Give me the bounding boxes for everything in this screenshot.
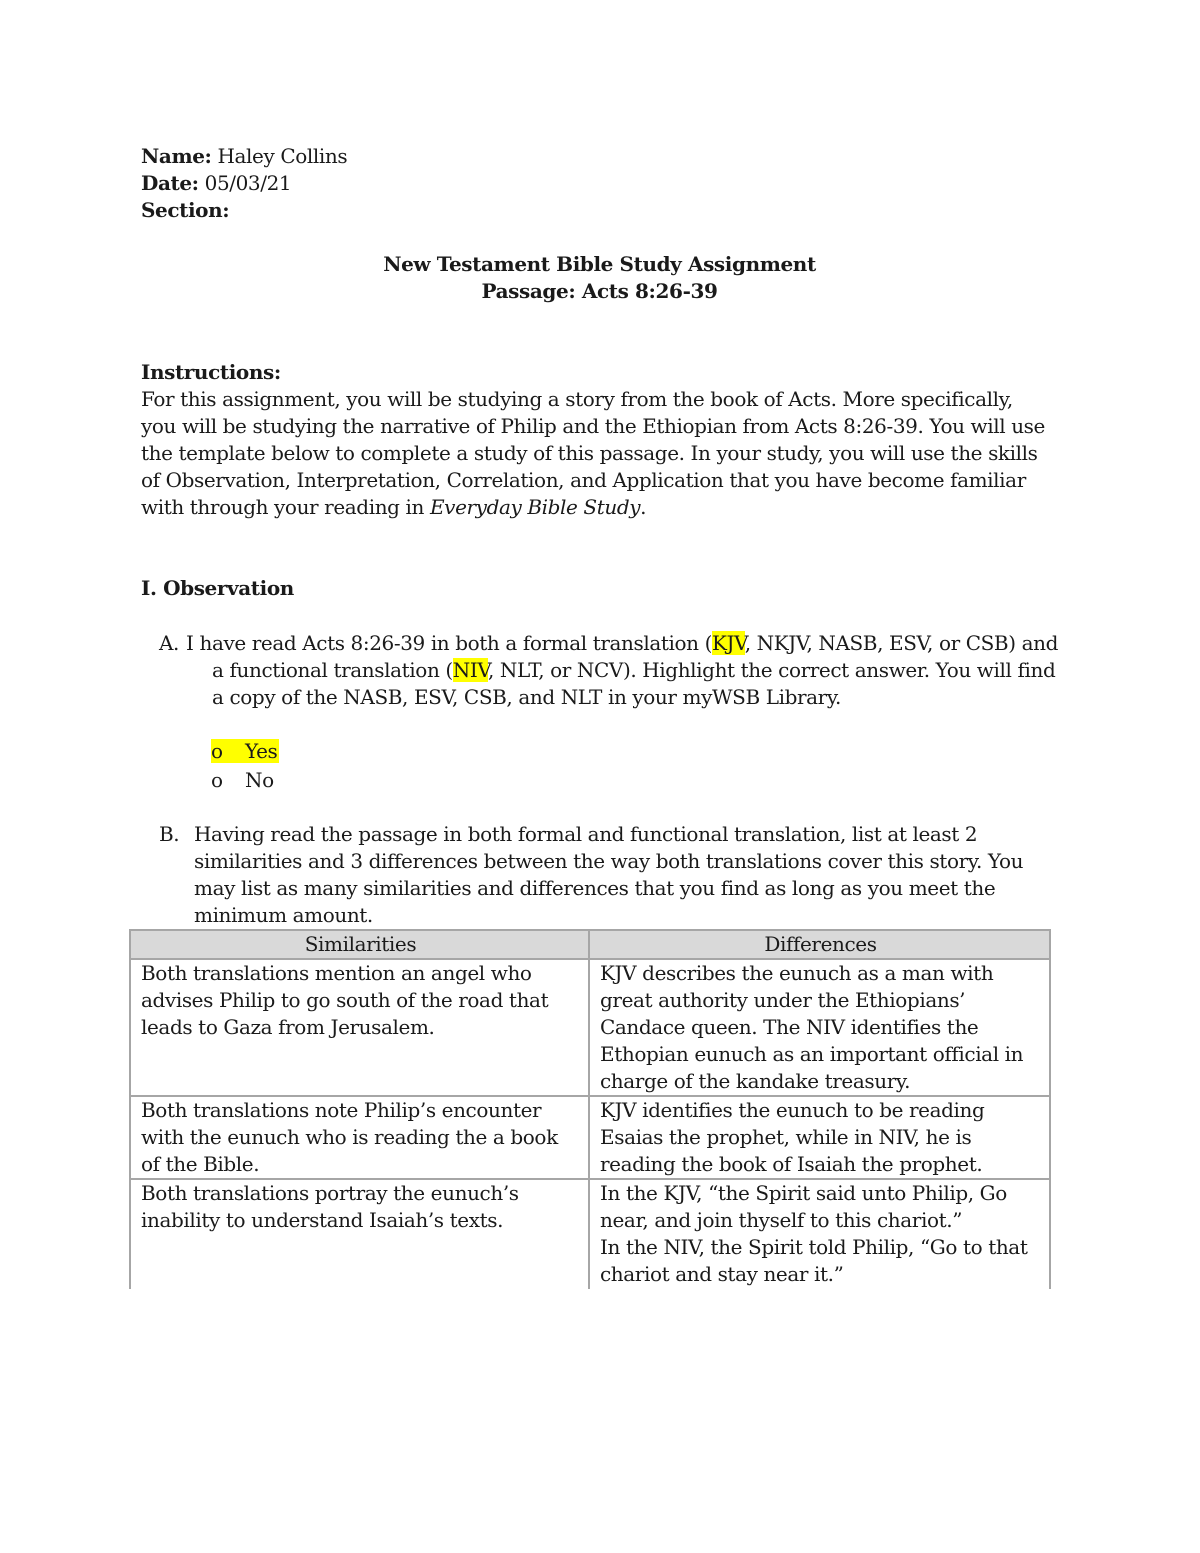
date-value: 05/03/21 — [204, 171, 292, 195]
similarity-cell: Both translations portray the eunuch’s inability to understand Isaiah’s texts. — [130, 1179, 589, 1289]
document-title: New Testament Bible Study Assignment — [383, 252, 816, 276]
table-row — [130, 959, 1050, 1096]
header-similarities: Similarities — [130, 930, 589, 959]
item-a-marker: A. — [159, 631, 180, 655]
option-no[interactable] — [211, 767, 274, 794]
item-b-marker: B. — [159, 822, 180, 846]
table-row — [130, 1179, 1050, 1289]
option-no-label: No — [245, 768, 274, 792]
comparison-table — [129, 929, 1051, 1289]
difference-cell: KJV identifies the eunuch to be reading Esaias the prophet, while in NIV, he is reading the book of Isaiah the prophet. — [589, 1096, 1050, 1179]
section-line — [141, 197, 229, 224]
difference-cell — [589, 1179, 1050, 1289]
name-line — [141, 143, 347, 170]
date-label: Date: — [141, 171, 199, 195]
item-a-part1: I have read Acts 8:26-39 in both a formal translation ( — [186, 631, 712, 655]
instructions-body: For this assignment, you will be studying a story from the book of Acts. More specifically, you will be studying the narrative of Philip and the Ethiopian from Acts 8:26-39. You will use the template below to complete a study of this passage. In your study, you will use the skills of Observation, Interpretation, Correlation, and Application that you have become familiar with through your reading in — [141, 387, 1045, 519]
option-yes-highlight — [211, 739, 279, 763]
difference-line-2: In the NIV, the Spirit told Philip, “Go to that chariot and stay near it.” — [600, 1235, 1028, 1286]
table-row — [130, 1096, 1050, 1179]
difference-cell: KJV describes the eunuch as a man with great authority under the Ethiopians’ Candace queen. The NIV identifies the Ethopian eunuch as an important official in charge of the kandake treasury. — [589, 959, 1050, 1096]
option-no-bullet: o — [211, 768, 223, 792]
date-line — [141, 170, 291, 197]
item-a-text — [186, 630, 1066, 711]
passage-title: Passage: Acts 8:26-39 — [481, 279, 718, 303]
instructions-text — [141, 386, 1046, 521]
book-title: Everyday Bible Study — [429, 495, 641, 519]
instructions-heading: Instructions: — [141, 360, 281, 384]
item-a-part2: , NKJV, NASB, ESV, or CSB) and a functional translation ( — [212, 631, 1059, 682]
section-label: Section: — [141, 198, 230, 222]
name-value: Haley Collins — [217, 144, 348, 168]
name-label: Name: — [141, 144, 212, 168]
header-differences: Differences — [589, 930, 1050, 959]
item-b-text: Having read the passage in both formal and functional translation, list at least 2 similarities and 3 differences between the way both translations cover this story. You may list as many similarities and differences that you find as long as you meet the minimum amount. — [194, 822, 1024, 927]
option-yes-bullet: o — [211, 739, 223, 763]
similarity-cell: Both translations mention an angel who advises Philip to go south of the road that leads to Gaza from Jerusalem. — [130, 959, 589, 1096]
difference-line-1: In the KJV, “the Spirit said unto Philip, Go near, and join thyself to this chariot.” — [600, 1181, 1007, 1232]
highlight-niv: NIV — [452, 658, 488, 682]
option-yes-label: Yes — [245, 739, 278, 763]
item-a-part3: , NLT, or NCV). Highlight the correct answer. You will find a copy of the NASB, ESV, CSB, and NLT in your myWSB Library. — [212, 658, 1056, 709]
option-yes[interactable] — [211, 738, 279, 765]
table-header-row — [130, 930, 1050, 959]
similarity-cell: Both translations note Philip’s encounter with the eunuch who is reading the a book of the Bible. — [130, 1096, 589, 1179]
highlight-kjv: KJV — [712, 631, 745, 655]
instructions-end: . — [640, 495, 647, 519]
observation-heading: I. Observation — [141, 576, 294, 600]
